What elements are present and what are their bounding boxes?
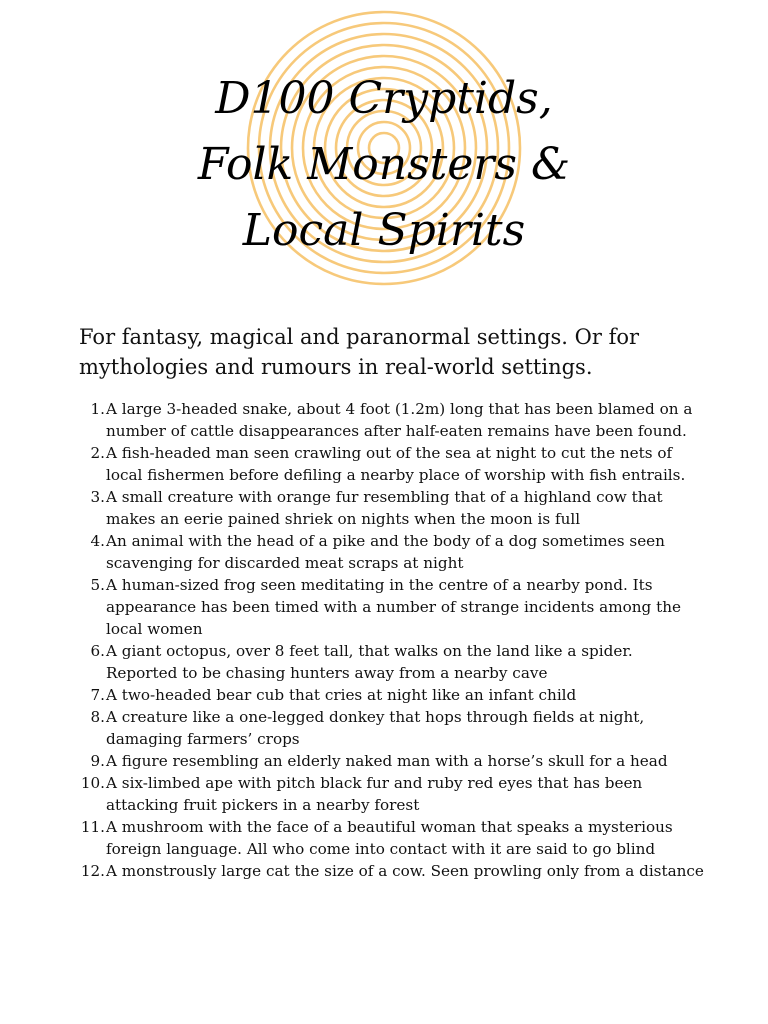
list-item <box>79 772 704 816</box>
list-item <box>79 750 704 772</box>
item-text: A giant octopus, over 8 feet tall, that walks on the land like a spider. Reported to be chasing hunters away from a nearby cave <box>106 642 633 682</box>
item-number: 3. <box>90 488 105 506</box>
item-number: 6. <box>90 642 105 660</box>
item-number: 11. <box>80 818 105 836</box>
item-text: A six-limbed ape with pitch black fur and ruby red eyes that has been attacking fruit pickers in a nearby forest <box>106 774 643 814</box>
item-text: A figure resembling an elderly naked man with a horse’s skull for a head <box>106 752 668 770</box>
list-item <box>79 860 704 882</box>
item-number: 1. <box>90 400 105 418</box>
item-number: 5. <box>90 576 105 594</box>
item-text: A fish-headed man seen crawling out of the sea at night to cut the nets of local fishermen before defiling a nearby place of worship with fish entrails. <box>106 444 686 484</box>
item-text: A monstrously large cat the size of a cow. Seen prowling only from a distance <box>106 862 704 880</box>
list-item <box>79 486 704 530</box>
list-item <box>79 706 704 750</box>
item-text: An animal with the head of a pike and the body of a dog sometimes seen scavenging for discarded meat scraps at night <box>106 532 665 572</box>
item-text: A small creature with orange fur resembling that of a highland cow that makes an eerie pained shriek on nights when the moon is full <box>106 488 663 528</box>
item-number: 12. <box>80 862 105 880</box>
list-item <box>79 530 704 574</box>
item-number: 7. <box>90 686 105 704</box>
item-number: 9. <box>90 752 105 770</box>
list-item <box>79 398 704 442</box>
list-item <box>79 640 704 684</box>
item-text: A human-sized frog seen meditating in the centre of a nearby pond. Its appearance has been timed with a number of strange incidents among the local women <box>106 576 681 638</box>
item-number: 8. <box>90 708 105 726</box>
item-text: A creature like a one-legged donkey that hops through fields at night, damaging farmers’ crops <box>106 708 645 748</box>
list-item <box>79 574 704 640</box>
document-title <box>0 66 768 264</box>
intro-paragraph: For fantasy, magical and paranormal settings. Or for mythologies and rumours in real-world settings. <box>79 325 640 379</box>
title-line-3: Local Spirits <box>242 205 526 256</box>
item-number: 10. <box>80 774 105 792</box>
item-text: A mushroom with the face of a beautiful woman that speaks a mysterious foreign language. All who come into contact with it are said to go blind <box>106 818 673 858</box>
item-text: A large 3-headed snake, about 4 foot (1.2m) long that has been blamed on a number of cattle disappearances after half-eaten remains have been found. <box>106 400 693 440</box>
list-item <box>79 816 704 860</box>
item-number: 4. <box>90 532 105 550</box>
title-line-1: D100 Cryptids, <box>215 73 553 124</box>
creature-list <box>79 398 704 882</box>
item-number: 2. <box>90 444 105 462</box>
list-item <box>79 684 704 706</box>
title-line-2: Folk Monsters & <box>197 139 571 190</box>
item-text: A two-headed bear cub that cries at night like an infant child <box>106 686 577 704</box>
list-item <box>79 442 704 486</box>
